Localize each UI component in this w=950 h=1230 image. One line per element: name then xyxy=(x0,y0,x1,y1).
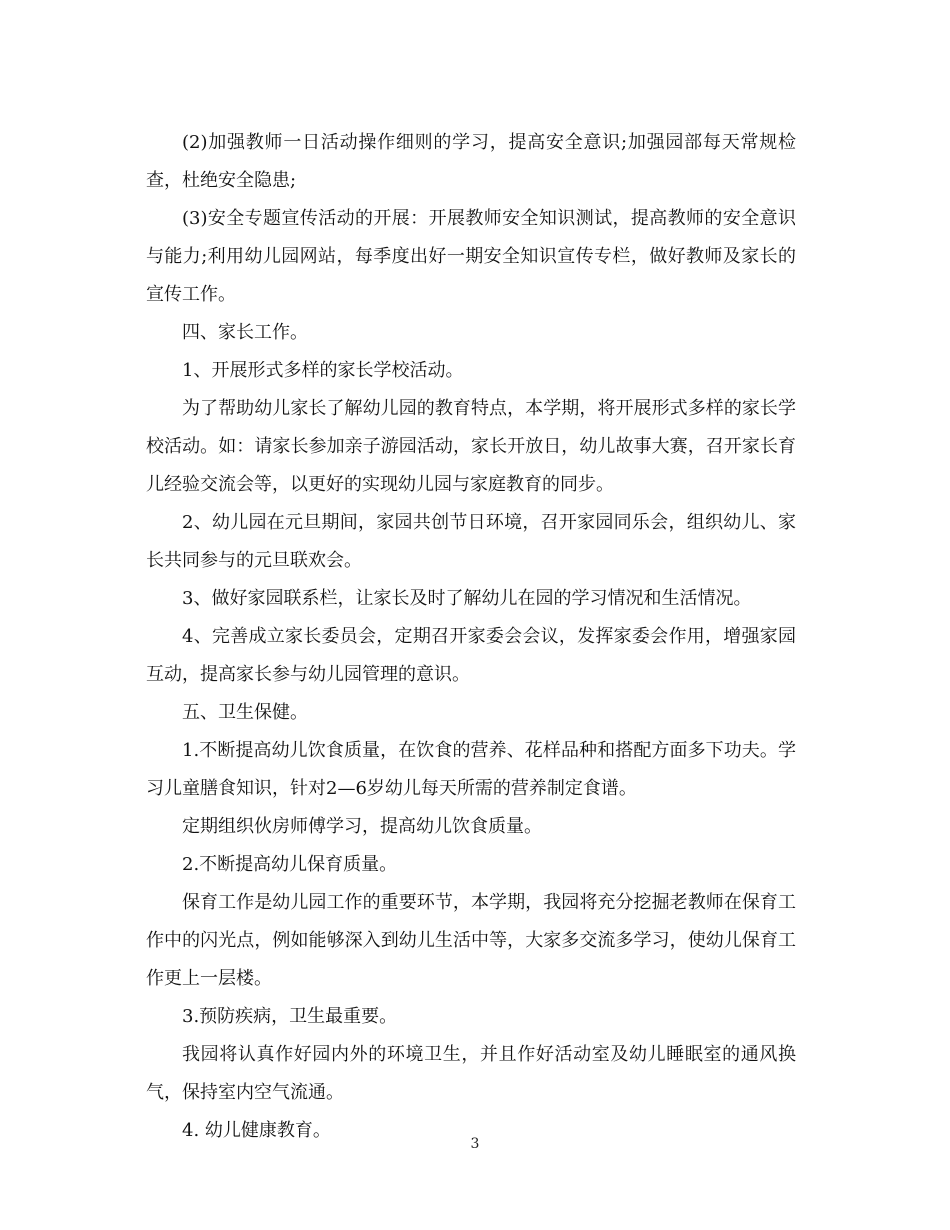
section-heading-parents: 四、家长工作。 xyxy=(182,322,308,343)
document-body xyxy=(146,124,796,1150)
paragraph-new-year-event: 2、幼儿园在元旦期间，家园共创节日环境，召开家园同乐会，组织幼儿、家长共同参与的元旦联欢会。 xyxy=(146,512,796,571)
paragraph-kitchen-training: 定期组织伙房师傅学习，提高幼儿饮食质量。 xyxy=(182,816,542,837)
paragraph-parent-school: 1、开展形式多样的家长学校活动。 xyxy=(182,360,464,381)
paragraph-disease-prevention-heading: 3.预防疾病，卫生最重要。 xyxy=(182,1006,398,1027)
paragraph-care-quality-heading: 2.不断提高幼儿保育质量。 xyxy=(182,854,398,875)
paragraph-environment-hygiene: 我园将认真作好园内外的环境卫生，并且作好活动室及幼儿睡眠室的通风换气，保持室内空气流通。 xyxy=(146,1044,796,1103)
paragraph-parent-committee: 4、完善成立家长委员会，定期召开家委会会议，发挥家委会作用，增强家园互动，提高家长参与幼儿园管理的意识。 xyxy=(146,626,796,685)
section-heading-health: 五、卫生保健。 xyxy=(182,702,308,723)
paragraph-health-education-heading: 4. 幼儿健康教育。 xyxy=(182,1120,331,1141)
paragraph-safety-publicity: (3)安全专题宣传活动的开展：开展教师安全知识测试，提高教师的安全意识与能力;利用幼儿园网站，每季度出好一期安全知识宣传专栏，做好教师及家长的宣传工作。 xyxy=(146,208,796,305)
paragraph-safety-study: (2)加强教师一日活动操作细则的学习，提高安全意识;加强园部每天常规检查，杜绝安全隐患; xyxy=(146,132,796,191)
paragraph-parent-activities: 为了帮助幼儿家长了解幼儿园的教育特点，本学期，将开展形式多样的家长学校活动。如：请家长参加亲子游园活动，家长开放日，幼儿故事大赛，召开家长育儿经验交流会等，以更好的实现幼儿园与家庭教育的同步。 xyxy=(146,398,796,495)
paragraph-diet-quality: 1.不断提高幼儿饮食质量，在饮食的营养、花样品种和搭配方面多下功夫。学习儿童膳食知识，针对2—6岁幼儿每天所需的营养制定食谱。 xyxy=(146,740,796,799)
page-number: 3 xyxy=(470,1136,480,1152)
paragraph-contact-board: 3、做好家园联系栏，让家长及时了解幼儿在园的学习情况和生活情况。 xyxy=(182,588,752,609)
paragraph-care-work: 保育工作是幼儿园工作的重要环节，本学期，我园将充分挖掘老教师在保育工作中的闪光点，例如能够深入到幼儿生活中等，大家多交流多学习，使幼儿保育工作更上一层楼。 xyxy=(146,892,796,989)
